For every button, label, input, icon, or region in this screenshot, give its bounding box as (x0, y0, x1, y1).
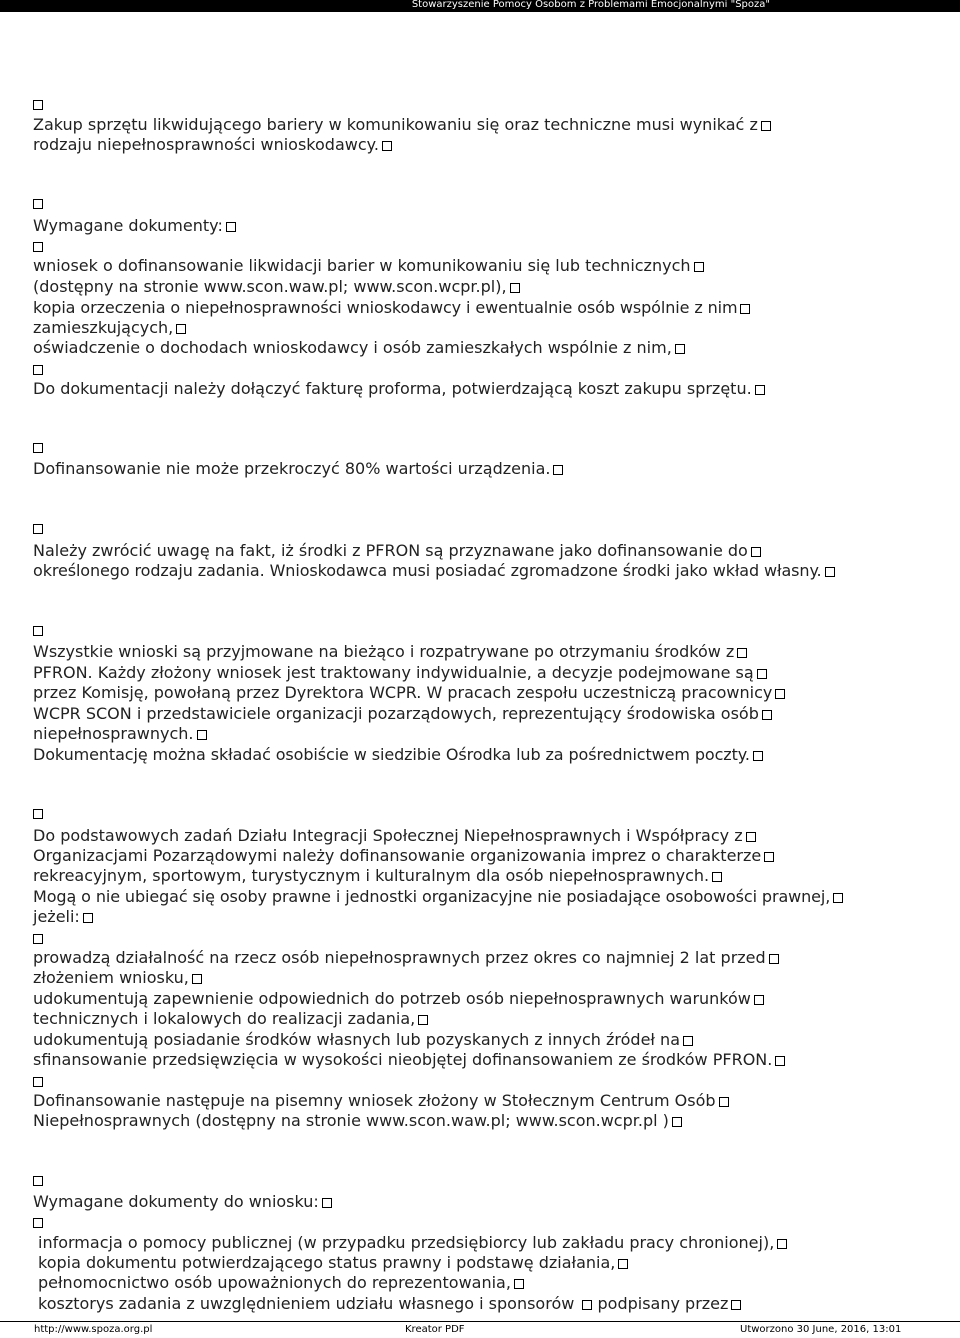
square-glyph-icon (176, 324, 186, 334)
square-glyph-icon (755, 385, 765, 395)
square-glyph-icon (514, 1279, 524, 1289)
text-line: Wymagane dokumenty: (33, 216, 236, 236)
text-line: złożeniem wniosku, (33, 968, 202, 988)
text-line: Do podstawowych zadań Działu Integracji Społecznej Niepełnosprawnych i Współpracy z (33, 826, 756, 846)
square-glyph-icon (761, 121, 771, 131)
square-glyph-icon (197, 730, 207, 740)
text-line: PFRON. Każdy złożony wniosek jest traktowany indywidualnie, a decyzje podejmowane są (33, 663, 767, 683)
text-line: określonego rodzaju zadania. Wnioskodawca musi posiadać zgromadzone środki jako wkład własny. (33, 561, 835, 581)
text-line: (dostępny na stronie www.scon.waw.pl; www.scon.wcpr.pl), (33, 277, 520, 297)
text-line: sfinansowanie przedsięwzięcia w wysokości nieobjętej dofinansowaniem ze środków PFRON. (33, 1050, 785, 1070)
text-line: zamieszkujących, (33, 318, 186, 338)
text-line: informacja o pomocy publicznej (w przypadku przedsiębiorcy lub zakładu pracy chronionej), (38, 1233, 787, 1253)
square-glyph-icon (769, 954, 779, 964)
square-glyph-icon (322, 1198, 332, 1208)
text-line (33, 359, 43, 379)
square-glyph-icon (683, 1036, 693, 1046)
text-line: udokumentują zapewnienie odpowiednich do potrzeb osób niepełnosprawnych warunków (33, 989, 764, 1009)
square-glyph-icon (775, 689, 785, 699)
text-line: pełnomocnictwo osób upoważnionych do reprezentowania, (38, 1273, 524, 1293)
square-glyph-icon (753, 751, 763, 761)
text-line: wniosek o dofinansowanie likwidacji barier w komunikowaniu się lub technicznych (33, 256, 704, 276)
square-glyph-icon (33, 524, 43, 534)
square-glyph-icon (418, 1015, 428, 1025)
square-glyph-icon (775, 1056, 785, 1066)
footer-creator: Kreator PDF (405, 1324, 465, 1335)
text-line (33, 1071, 43, 1091)
square-glyph-icon (33, 1077, 43, 1087)
text-line: kopia dokumentu potwierdzającego status prawny i podstawę działania, (38, 1253, 628, 1273)
square-glyph-icon (712, 872, 722, 882)
text-line: przez Komisję, powołaną przez Dyrektora WCPR. W pracach zespołu uczestniczą pracownicy (33, 683, 785, 703)
text-line: niepełnosprawnych. (33, 724, 207, 744)
text-line: prowadzą działalność na rzecz osób niepełnosprawnych przez okres co najmniej 2 lat przed (33, 948, 779, 968)
square-glyph-icon (618, 1259, 628, 1269)
text-line (33, 193, 43, 213)
text-line: Organizacjami Pozarządowymi należy dofinansowanie organizowania imprez o charakterze (33, 846, 774, 866)
square-glyph-icon (833, 893, 843, 903)
text-line (33, 236, 43, 256)
text-line (33, 1170, 43, 1190)
square-glyph-icon (33, 443, 43, 453)
text-line (33, 620, 43, 640)
square-glyph-icon (731, 1300, 741, 1310)
square-glyph-icon (33, 242, 43, 252)
square-glyph-icon (694, 262, 704, 272)
text-line: Mogą o nie ubiegać się osoby prawne i jednostki organizacyjne nie posiadające osobowości prawnej, (33, 887, 843, 907)
square-glyph-icon (33, 934, 43, 944)
text-line: Dofinansowanie następuje na pisemny wniosek złożony w Stołecznym Centrum Osób (33, 1091, 729, 1111)
text-line: WCPR SCON i przedstawiciele organizacji pozarządowych, reprezentujący środowiska osób (33, 704, 772, 724)
square-glyph-icon (83, 913, 93, 923)
text-line: Wymagane dokumenty do wniosku: (33, 1192, 332, 1212)
text-line: Do dokumentacji należy dołączyć fakturę proforma, potwierdzającą koszt zakupu sprzętu. (33, 379, 765, 399)
square-glyph-icon (757, 669, 767, 679)
square-glyph-icon (751, 547, 761, 557)
square-glyph-icon (553, 465, 563, 475)
square-glyph-icon (825, 567, 835, 577)
text-line (33, 94, 43, 114)
square-glyph-icon (33, 100, 43, 110)
square-glyph-icon (582, 1300, 592, 1310)
text-line: Niepełnosprawnych (dostępny na stronie www.scon.waw.pl; www.scon.wcpr.pl ) (33, 1111, 682, 1131)
text-line: udokumentują posiadanie środków własnych lub pozyskanych z innych źródeł na (33, 1030, 693, 1050)
header-title: Stowarzyszenie Pomocy Osobom z Problemami Emocjonalnymi "Spoza" (411, 0, 770, 10)
square-glyph-icon (226, 222, 236, 232)
text-line: Wszystkie wnioski są przyjmowane na bieżąco i rozpatrywane po otrzymaniu środków z (33, 642, 747, 662)
text-line: Dokumentację można składać osobiście w siedzibie Ośrodka lub za pośrednictwem poczty. (33, 745, 763, 765)
text-line: Należy zwrócić uwagę na fakt, iż środki z PFRON są przyznawane jako dofinansowanie do (33, 541, 761, 561)
footer-created-date: Utworzono 30 June, 2016, 13:01 (740, 1324, 902, 1335)
square-glyph-icon (777, 1239, 787, 1249)
text-line: rekreacyjnym, sportowym, turystycznym i kulturalnym dla osób niepełnosprawnych. (33, 866, 722, 886)
square-glyph-icon (33, 1176, 43, 1186)
text-line: technicznych i lokalowych do realizacji zadania, (33, 1009, 428, 1029)
square-glyph-icon (382, 141, 392, 151)
square-glyph-icon (719, 1097, 729, 1107)
text-line (33, 1212, 43, 1232)
text-line: kopia orzeczenia o niepełnosprawności wnioskodawcy i ewentualnie osób wspólnie z nim (33, 298, 750, 318)
square-glyph-icon (33, 809, 43, 819)
text-line: jeżeli: (33, 907, 93, 927)
text-line (33, 437, 43, 457)
text-line: Dofinansowanie nie może przekroczyć 80% wartości urządzenia. (33, 459, 563, 479)
square-glyph-icon (764, 852, 774, 862)
square-glyph-icon (510, 283, 520, 293)
page-footer (0, 1321, 960, 1338)
text-line: Zakup sprzętu likwidującego bariery w komunikowaniu się oraz techniczne musi wynikać z (33, 115, 771, 135)
square-glyph-icon (754, 995, 764, 1005)
text-line (33, 518, 43, 538)
square-glyph-icon (746, 832, 756, 842)
text-line (33, 803, 43, 823)
square-glyph-icon (675, 344, 685, 354)
text-line: oświadczenie o dochodach wnioskodawcy i osób zamieszkałych wspólnie z nim, (33, 338, 685, 358)
text-line (33, 928, 43, 948)
square-glyph-icon (33, 199, 43, 209)
square-glyph-icon (33, 365, 43, 375)
square-glyph-icon (672, 1117, 682, 1127)
square-glyph-icon (740, 304, 750, 314)
footer-url[interactable]: http://www.spoza.org.pl (34, 1324, 153, 1335)
square-glyph-icon (737, 648, 747, 658)
square-glyph-icon (33, 1218, 43, 1228)
square-glyph-icon (192, 974, 202, 984)
text-line: rodzaju niepełnosprawności wnioskodawcy. (33, 135, 392, 155)
square-glyph-icon (33, 626, 43, 636)
square-glyph-icon (762, 710, 772, 720)
text-line: kosztorys zadania z uwzględnieniem udziału własnego i sponsorów podpisany przez (38, 1294, 741, 1314)
